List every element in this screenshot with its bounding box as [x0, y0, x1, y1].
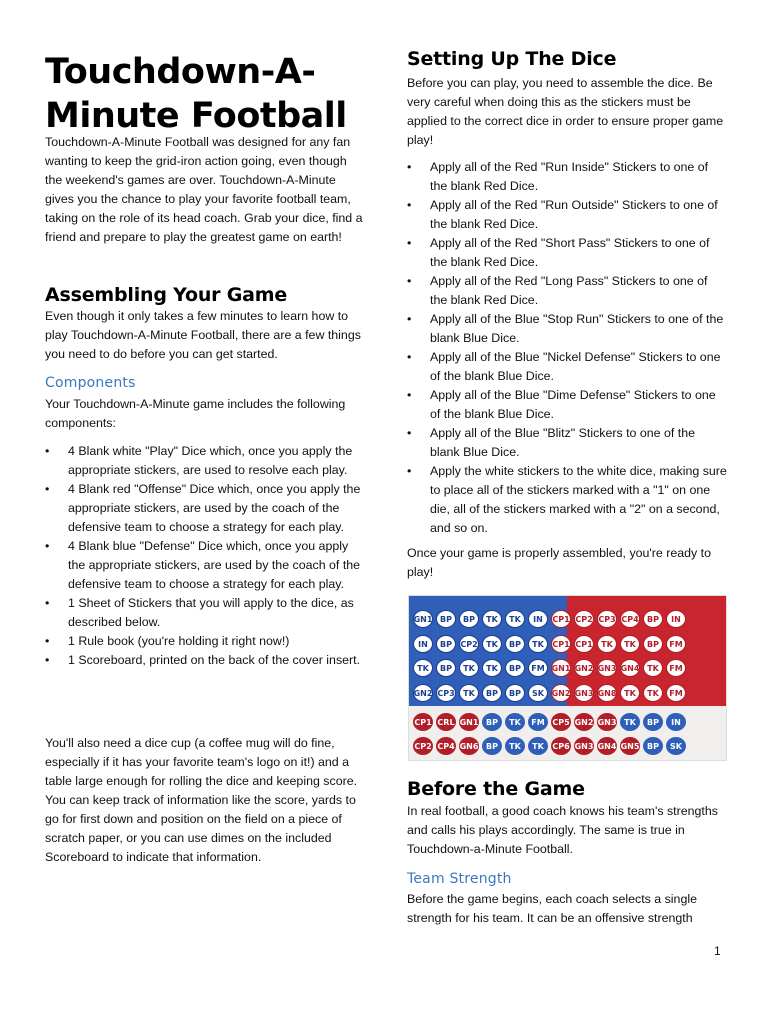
sticker: GN3	[597, 659, 617, 677]
sticker: BP	[482, 684, 502, 702]
sticker: GN2	[574, 713, 594, 731]
sticker: GN4	[620, 659, 640, 677]
sticker: BP	[643, 713, 663, 731]
list-item: • 4 Blank red "Offense" Dice which, once you apply the appropriate stickers, are used by the coach of the defensive team to choose a strategy for each play.	[45, 480, 363, 537]
sticker: IN	[666, 713, 686, 731]
team-strength-paragraph: Before the game begins, each coach selects a single strength for his team. It can be an offensive strength	[407, 892, 697, 925]
sticker: FM	[666, 684, 686, 702]
sticker: CP1	[574, 635, 594, 653]
list-item: • Apply all of the Blue "Dime Defense" Stickers to one of the blank Blue Dice.	[407, 386, 727, 424]
sticker: GN6	[459, 737, 479, 755]
components-list	[45, 442, 363, 670]
sticker: GN5	[620, 737, 640, 755]
sticker: CP6	[551, 737, 571, 755]
sticker: TK	[459, 659, 479, 677]
sticker: GN2	[574, 659, 594, 677]
sticker: CP4	[620, 610, 640, 628]
page-number: 1	[714, 944, 721, 958]
list-item: • 1 Scoreboard, printed on the back of the cover insert.	[45, 651, 363, 670]
before-game-heading: Before the Game	[407, 778, 585, 800]
before-game-paragraph: In real football, a good coach knows his team's strengths and calls his plays accordingly. The same is true in Touchdown-a-Minute Football.	[407, 804, 718, 856]
list-item: • Apply all of the Red "Run Outside" Stickers to one of the blank Red Dice.	[407, 196, 727, 234]
sticker: CP2	[459, 635, 479, 653]
page-title: Touchdown-A-Minute Football	[45, 52, 347, 136]
sticker: FM	[666, 659, 686, 677]
sticker: IN	[528, 610, 548, 628]
list-item: • 1 Rule book (you're holding it right now!)	[45, 632, 363, 651]
sticker: FM	[666, 635, 686, 653]
sticker-row	[413, 610, 686, 628]
sticker-row	[413, 659, 686, 677]
list-item: • Apply all of the Red "Run Inside" Stickers to one of the blank Red Dice.	[407, 158, 727, 196]
sticker: TK	[505, 737, 525, 755]
sticker: TK	[413, 659, 433, 677]
sticker: BP	[643, 737, 663, 755]
sticker: BP	[482, 713, 502, 731]
sticker-row	[413, 737, 686, 755]
sticker: CP1	[551, 610, 571, 628]
list-item: • Apply all of the Blue "Stop Run" Stickers to one of the blank Blue Dice.	[407, 310, 727, 348]
sticker: GN3	[574, 684, 594, 702]
sticker: GN1	[413, 610, 433, 628]
list-item: • 4 Blank white "Play" Dice which, once you apply the appropriate stickers, are used to resolve each play.	[45, 442, 363, 480]
sticker: BP	[505, 635, 525, 653]
sticker: GN2	[413, 684, 433, 702]
sticker: CRL	[436, 713, 456, 731]
list-item: • Apply all of the Blue "Nickel Defense" Stickers to one of the blank Blue Dice.	[407, 348, 727, 386]
sticker: TK	[620, 684, 640, 702]
sticker: IN	[413, 635, 433, 653]
sticker: GN1	[459, 713, 479, 731]
sticker: GN3	[597, 713, 617, 731]
sticker: TK	[528, 737, 548, 755]
sticker: BP	[505, 684, 525, 702]
sticker-row	[413, 684, 686, 702]
list-item: • Apply all of the Red "Long Pass" Stickers to one of the blank Red Dice.	[407, 272, 727, 310]
sticker: BP	[436, 659, 456, 677]
sticker: BP	[505, 659, 525, 677]
sticker: SK	[666, 737, 686, 755]
components-outro: You'll also need a dice cup (a coffee mug will do fine, especially if it has your favorite team's logo on it!) and a table large enough for rolling the dice and keeping score. You can keep track of information like the score, yards to go for first down and position on the field on a piece of scratch paper, or you can use dimes on the included Scoreboard to indicate that information.	[45, 736, 358, 864]
sticker: GN4	[597, 737, 617, 755]
sticker: TK	[482, 635, 502, 653]
sticker: SK	[528, 684, 548, 702]
sticker: TK	[620, 713, 640, 731]
sticker: GN3	[574, 737, 594, 755]
sticker: BP	[436, 635, 456, 653]
sticker-row	[413, 713, 686, 731]
sticker: CP2	[574, 610, 594, 628]
sticker: CP3	[597, 610, 617, 628]
sticker-sheet-image	[408, 595, 727, 761]
sticker: BP	[459, 610, 479, 628]
sticker-row	[413, 635, 686, 653]
setup-paragraph: Before you can play, you need to assemble the dice. Be very careful when doing this as the stickers must be applied to the correct dice in order to ensure proper game play!	[407, 76, 724, 147]
sticker: FM	[528, 713, 548, 731]
intro-paragraph: Touchdown-A-Minute Football was designed for any fan wanting to keep the grid-iron action going, even though the weekend's games are over. Touchdown-A-Minute gives you the chance to play your favorite football team, taking on the role of its head coach. Grab your dice, find a friend and prepare to play the greatest game on earth!	[45, 135, 363, 244]
assembling-heading: Assembling Your Game	[45, 284, 288, 306]
sticker: TK	[597, 635, 617, 653]
components-heading: Components	[45, 375, 136, 391]
list-item: • Apply all of the Blue "Blitz" Stickers to one of the blank Blue Dice.	[407, 424, 727, 462]
sticker: BP	[643, 635, 663, 653]
setup-list	[407, 158, 727, 538]
sticker: BP	[482, 737, 502, 755]
sticker: TK	[459, 684, 479, 702]
sticker: CP3	[436, 684, 456, 702]
sticker: BP	[436, 610, 456, 628]
components-paragraph: Your Touchdown-A-Minute game includes the following components:	[45, 397, 346, 430]
sticker: IN	[666, 610, 686, 628]
assembling-paragraph: Even though it only takes a few minutes to learn how to play Touchdown-A-Minute Football, there are a few things you need to do before you can get started.	[45, 309, 361, 361]
list-item: • Apply all of the Red "Short Pass" Stickers to one of the blank Red Dice.	[407, 234, 727, 272]
sticker: TK	[505, 610, 525, 628]
sticker: CP1	[551, 635, 571, 653]
list-item: • Apply the white stickers to the white dice, making sure to place all of the stickers marked with a "1" on one die, all of the stickers marked with a "2" on a second, and so on.	[407, 462, 727, 538]
sticker: FM	[528, 659, 548, 677]
sticker: TK	[528, 635, 548, 653]
sticker: CP4	[436, 737, 456, 755]
sticker: CP2	[413, 737, 433, 755]
sticker: TK	[482, 610, 502, 628]
sticker: TK	[620, 635, 640, 653]
sticker: GN2	[551, 684, 571, 702]
team-strength-heading: Team Strength	[407, 871, 512, 887]
list-item: • 4 Blank blue "Defense" Dice which, once you apply the appropriate stickers, are used by the coach of the defensive team to choose a strategy for each play.	[45, 537, 363, 594]
list-item: • 1 Sheet of Stickers that you will apply to the dice, as described below.	[45, 594, 363, 632]
sticker: GN1	[551, 659, 571, 677]
sticker: CP1	[413, 713, 433, 731]
sticker: TK	[482, 659, 502, 677]
sticker: TK	[643, 684, 663, 702]
sticker: TK	[505, 713, 525, 731]
sticker: CP5	[551, 713, 571, 731]
setup-outro: Once your game is properly assembled, you're ready to play!	[407, 546, 712, 579]
setup-heading: Setting Up The Dice	[407, 48, 617, 70]
sticker: TK	[643, 659, 663, 677]
sticker: BP	[643, 610, 663, 628]
sticker: GN8	[597, 684, 617, 702]
